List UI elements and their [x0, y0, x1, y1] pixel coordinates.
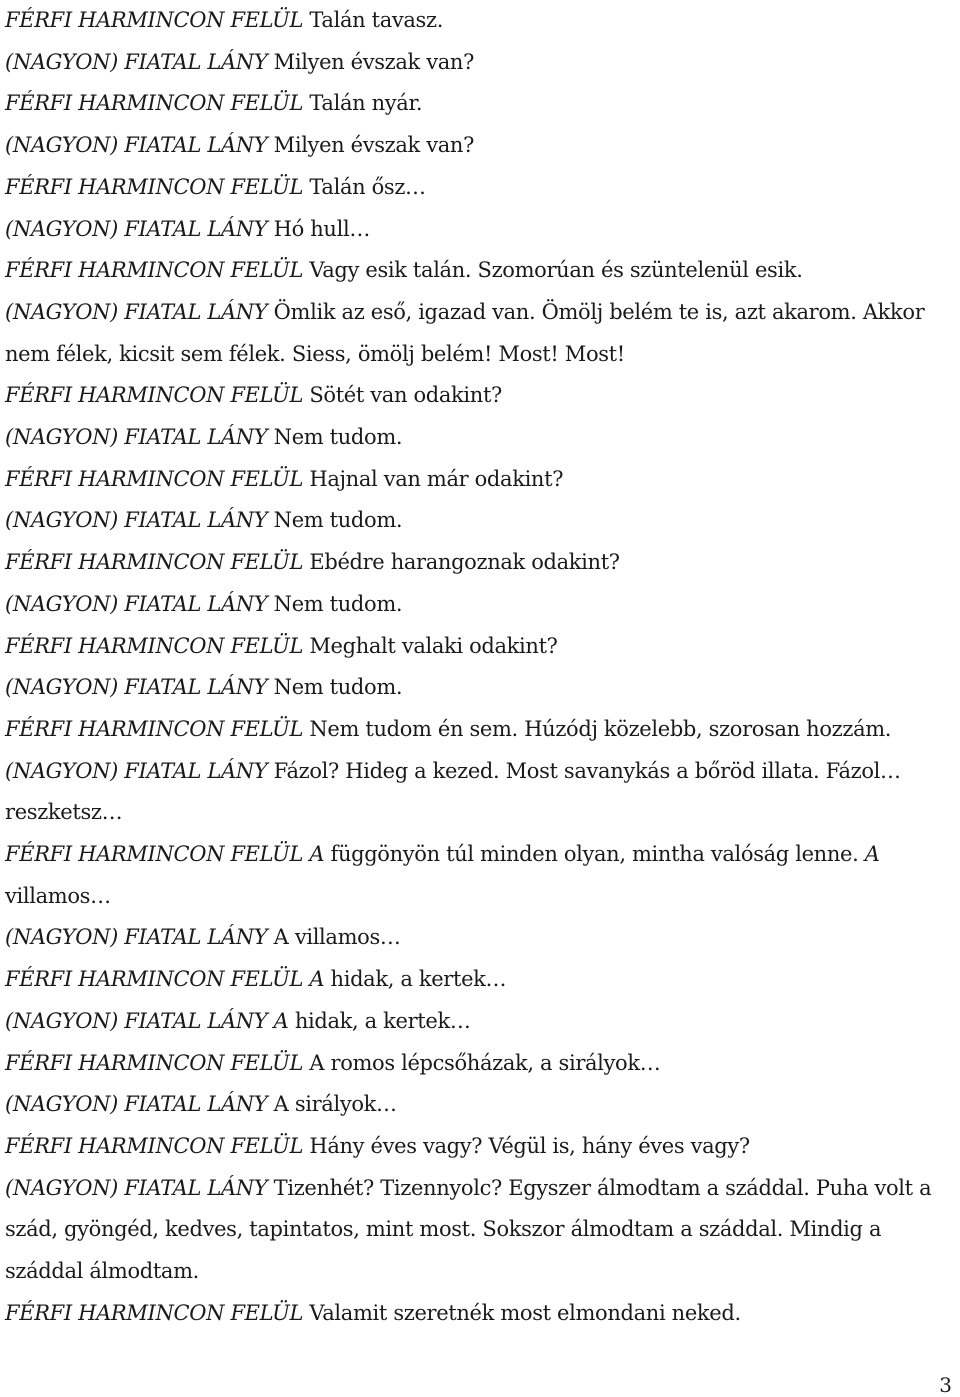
- speaker-name: (NAGYON) FIATAL LÁNY: [5, 299, 268, 324]
- speaker-name: (NAGYON) FIATAL LÁNY: [5, 1008, 268, 1033]
- speaker-name: FÉRFI HARMINCON FELÜL: [5, 967, 304, 992]
- dialogue-line: [5, 1043, 955, 1085]
- speaker-name: FÉRFI HARMINCON FELÜL: [5, 633, 304, 658]
- speaker-name: FÉRFI HARMINCON FELÜL: [5, 383, 304, 408]
- dialogue-line: [5, 0, 955, 42]
- dialogue-text: A függönyön túl minden olyan, mintha valóság lenne. A villamos…: [5, 842, 880, 908]
- dialogue-line: [5, 1293, 955, 1335]
- speaker-name: (NAGYON) FIATAL LÁNY: [5, 49, 268, 74]
- dialogue-line: [5, 584, 955, 626]
- page-number: 3: [939, 1373, 952, 1397]
- dialogue-text: A sirályok…: [273, 1092, 397, 1117]
- dialogue-page: [5, 0, 955, 1335]
- dialogue-text: Ömlik az eső, igazad van. Ömölj belém te is, azt akarom. Akkor nem félek, kicsit sem félek. Siess, ömölj belém! Most! Most!: [5, 299, 925, 366]
- speaker-name: FÉRFI HARMINCON FELÜL: [5, 1050, 304, 1075]
- dialogue-text: Milyen évszak van?: [273, 133, 475, 158]
- dialogue-line: [5, 375, 955, 417]
- dialogue-text: Milyen évszak van?: [273, 49, 475, 74]
- dialogue-line: [5, 834, 955, 917]
- dialogue-line: [5, 167, 955, 209]
- dialogue-line: [5, 417, 955, 459]
- dialogue-line: [5, 250, 955, 292]
- dialogue-line: [5, 459, 955, 501]
- dialogue-text: A hidak, a kertek…: [273, 1008, 471, 1033]
- dialogue-text: Nem tudom.: [273, 591, 403, 616]
- dialogue-text: Talán ősz…: [309, 174, 426, 199]
- dialogue-line: [5, 83, 955, 125]
- dialogue-line: [5, 209, 955, 251]
- speaker-name: FÉRFI HARMINCON FELÜL: [5, 258, 304, 283]
- dialogue-line: [5, 292, 955, 375]
- speaker-name: FÉRFI HARMINCON FELÜL: [5, 91, 304, 116]
- dialogue-line: [5, 542, 955, 584]
- dialogue-text: Tizenhét? Tizennyolc? Egyszer álmodtam a száddal. Puha volt a szád, gyöngéd, kedves, tapintatos, mint most. Sokszor álmodtam a száddal. Mindig a száddal álmodtam.: [5, 1175, 932, 1284]
- italic-article: A: [273, 1008, 289, 1033]
- dialogue-line: [5, 1084, 955, 1126]
- speaker-name: (NAGYON) FIATAL LÁNY: [5, 1092, 268, 1117]
- speaker-name: FÉRFI HARMINCON FELÜL: [5, 716, 304, 741]
- dialogue-text: Vagy esik talán. Szomorúan és szüntelenül esik.: [309, 258, 803, 283]
- dialogue-text: Valamit szeretnék most elmondani neked.: [309, 1300, 741, 1325]
- speaker-name: (NAGYON) FIATAL LÁNY: [5, 216, 268, 241]
- speaker-name: FÉRFI HARMINCON FELÜL: [5, 842, 304, 867]
- dialogue-line: [5, 667, 955, 709]
- dialogue-text: Hány éves vagy? Végül is, hány éves vagy?: [309, 1133, 750, 1158]
- dialogue-line: [5, 1001, 955, 1043]
- dialogue-text: A romos lépcsőházak, a sirályok…: [309, 1050, 661, 1075]
- speaker-name: (NAGYON) FIATAL LÁNY: [5, 425, 268, 450]
- dialogue-line: [5, 500, 955, 542]
- dialogue-line: [5, 42, 955, 84]
- speaker-name: (NAGYON) FIATAL LÁNY: [5, 925, 268, 950]
- italic-article: A: [309, 967, 325, 992]
- speaker-name: FÉRFI HARMINCON FELÜL: [5, 550, 304, 575]
- speaker-name: FÉRFI HARMINCON FELÜL: [5, 8, 304, 32]
- speaker-name: (NAGYON) FIATAL LÁNY: [5, 675, 268, 700]
- dialogue-text: Meghalt valaki odakint?: [309, 633, 558, 658]
- dialogue-text: A villamos…: [273, 925, 401, 950]
- dialogue-text: Talán tavasz.: [309, 8, 444, 32]
- italic-article: A: [309, 842, 325, 867]
- dialogue-line: [5, 626, 955, 668]
- speaker-name: (NAGYON) FIATAL LÁNY: [5, 1175, 268, 1200]
- speaker-name: (NAGYON) FIATAL LÁNY: [5, 758, 268, 783]
- speaker-name: (NAGYON) FIATAL LÁNY: [5, 133, 268, 158]
- dialogue-text: Nem tudom én sem. Húzódj közelebb, szorosan hozzám.: [309, 716, 892, 741]
- dialogue-text: Ebédre harangoznak odakint?: [309, 550, 620, 575]
- dialogue-line: [5, 1168, 955, 1293]
- speaker-name: FÉRFI HARMINCON FELÜL: [5, 1300, 304, 1325]
- dialogue-line: [5, 917, 955, 959]
- speaker-name: FÉRFI HARMINCON FELÜL: [5, 1133, 304, 1158]
- dialogue-text: Talán nyár.: [309, 91, 423, 116]
- dialogue-text: Nem tudom.: [273, 425, 403, 450]
- speaker-name: (NAGYON) FIATAL LÁNY: [5, 591, 268, 616]
- dialogue-line: [5, 709, 955, 751]
- dialogue-line: [5, 959, 955, 1001]
- dialogue-text: A hidak, a kertek…: [309, 967, 507, 992]
- speaker-name: (NAGYON) FIATAL LÁNY: [5, 508, 268, 533]
- speaker-name: FÉRFI HARMINCON FELÜL: [5, 466, 304, 491]
- dialogue-text: Nem tudom.: [273, 675, 403, 700]
- dialogue-text: Hajnal van már odakint?: [309, 466, 564, 491]
- italic-article: A: [864, 842, 880, 867]
- dialogue-line: [5, 751, 955, 834]
- dialogue-text: Sötét van odakint?: [309, 383, 502, 408]
- dialogue-text: Nem tudom.: [273, 508, 403, 533]
- dialogue-text: Fázol? Hideg a kezed. Most savanykás a bőröd illata. Fázol… reszketsz…: [5, 758, 901, 825]
- dialogue-line: [5, 1126, 955, 1168]
- dialogue-text: Hó hull…: [273, 216, 370, 241]
- dialogue-line: [5, 125, 955, 167]
- speaker-name: FÉRFI HARMINCON FELÜL: [5, 174, 304, 199]
